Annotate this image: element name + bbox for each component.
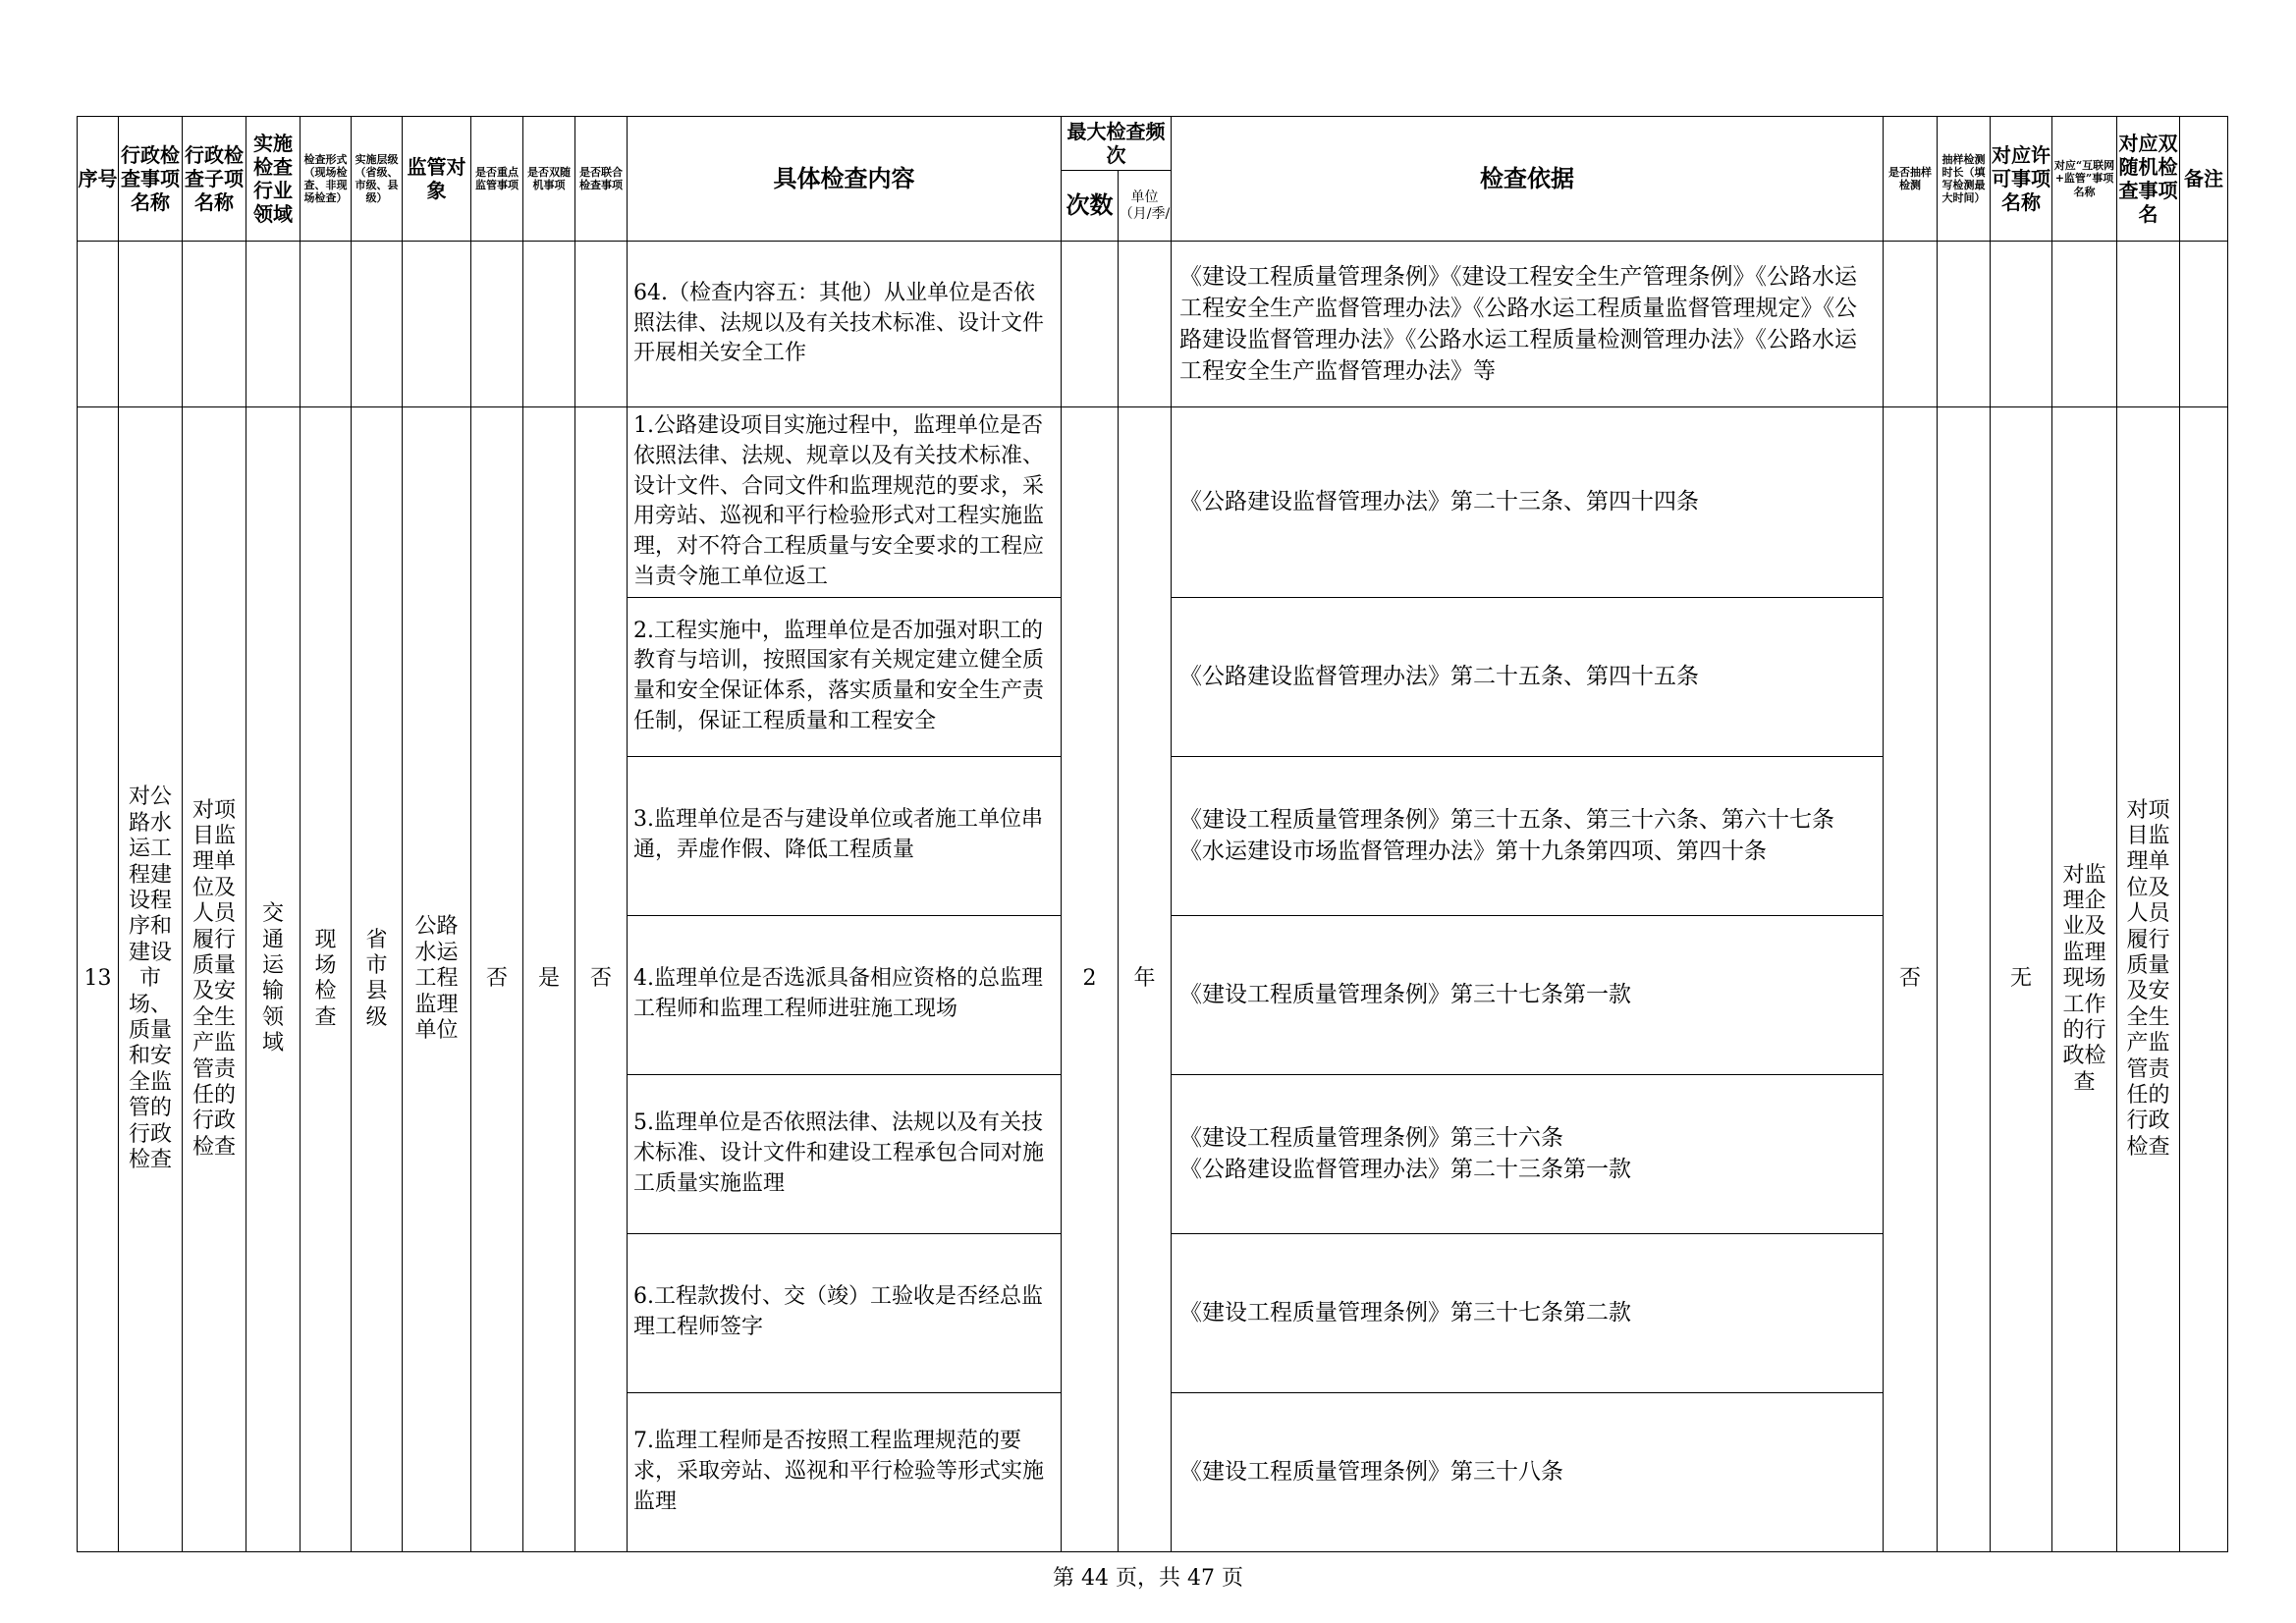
row-seq: 13: [78, 407, 119, 1552]
basis-5: 《建设工程质量管理条例》第三十六条 《公路建设监督管理办法》第二十三条第一款: [1172, 1074, 1884, 1233]
header-sampling-duration: 抽样检测时长（填写检测最大时间）: [1938, 117, 1991, 242]
row-form: 现场检查: [301, 407, 352, 1552]
row-internet: 对监理企业及监理现场工作的行政检查: [2052, 407, 2117, 1552]
content-2: 2.工程实施中，监理单位是否加强对职工的教育与培训，按照国家有关规定建立健全质量和安全保证体系，落实质量和安全生产责任制，保证工程质量和工程安全: [628, 597, 1062, 756]
row-sampling: 否: [1884, 407, 1938, 1552]
content-7: 7.监理工程师是否按照工程监理规范的要求，采取旁站、巡视和平行检验等形式实施监理: [628, 1392, 1062, 1551]
row-sampling-duration: [1938, 407, 1991, 1552]
header-seq: 序号: [78, 117, 119, 242]
header-form: 检查形式（现场检查、非现场检查）: [301, 117, 352, 242]
basis-4: 《建设工程质量管理条例》第三十七条第一款: [1172, 915, 1884, 1074]
header-random-item: 对应双随机检查事项名: [2117, 117, 2180, 242]
header-basis: 检查依据: [1172, 117, 1884, 242]
prev-content: 64.（检查内容五：其他）从业单位是否依照法律、法规以及有关技术标准、设计文件开展相关安全工作: [628, 242, 1062, 407]
basis-2: 《公路建设监督管理办法》第二十五条、第四十五条: [1172, 597, 1884, 756]
header-level: 实施层级（省级、市级、县级）: [352, 117, 403, 242]
content-1: 1.公路建设项目实施过程中，监理单位是否依照法律、法规、规章以及有关技术标准、设计文件、合同文件和监理规范的要求，采用旁站、巡视和平行检验形式对工程实施监理，对不符合工程质量与安全要求的工程应当责令施工单位返工: [628, 407, 1062, 598]
content-4: 4.监理单位是否选派具备相应资格的总监理工程师和监理工程师进驻施工现场: [628, 915, 1062, 1074]
header-permit: 对应许可事项名称: [1991, 117, 2052, 242]
header-sampling: 是否抽样检测: [1884, 117, 1938, 242]
row-times: 2: [1062, 407, 1119, 1552]
header-double-random: 是否双随机事项: [523, 117, 575, 242]
row-permit: 无: [1991, 407, 2052, 1552]
header-industry: 实施检查行业领域: [246, 117, 301, 242]
table-row-prev: [78, 242, 2228, 407]
content-6: 6.工程款拨付、交（竣）工验收是否经总监理工程师签字: [628, 1233, 1062, 1392]
header-item-name: 行政检查事项名称: [119, 117, 183, 242]
row-remark: [2180, 407, 2228, 1552]
basis-1: 《公路建设监督管理办法》第二十三条、第四十四条: [1172, 407, 1884, 598]
page-number: 第 44 页，共 47 页: [1053, 1566, 1243, 1591]
basis-6: 《建设工程质量管理条例》第三十七条第二款: [1172, 1233, 1884, 1392]
prev-basis: 《建设工程质量管理条例》《建设工程安全生产管理条例》《公路水运工程安全生产监督管理办法》《公路水运工程质量监督管理规定》《公路建设监督管理办法》《公路水运工程质量检测管理办法》《公路水运工程安全生产监督管理办法》等: [1172, 242, 1884, 407]
header-times: 次数: [1062, 171, 1119, 242]
header-max-freq: 最大检查频次: [1062, 117, 1172, 171]
basis-3: 《建设工程质量管理条例》第三十五条、第三十六条、第六十七条 《水运建设市场监督管理办法》第十九条第四项、第四十条: [1172, 756, 1884, 915]
row-target: 公路水运工程监理单位: [403, 407, 471, 1552]
header-internet: 对应“互联网+监管”事项名称: [2052, 117, 2117, 242]
content-5: 5.监理单位是否依照法律、法规以及有关技术标准、设计文件和建设工程承包合同对施工质量实施监理: [628, 1074, 1062, 1233]
header-joint-check: 是否联合检查事项: [575, 117, 628, 242]
basis-7: 《建设工程质量管理条例》第三十八条: [1172, 1392, 1884, 1551]
row-sub-item-name: 对项目监理单位及人员履行质量及安全生产监管责任的行政检查: [183, 407, 246, 1552]
header-target: 监管对象: [403, 117, 471, 242]
row-joint-check: 否: [575, 407, 628, 1552]
table-row: [78, 407, 2228, 598]
header-content: 具体检查内容: [628, 117, 1062, 242]
content-3: 3.监理单位是否与建设单位或者施工单位串通，弄虚作假、降低工程质量: [628, 756, 1062, 915]
row-unit: 年: [1119, 407, 1172, 1552]
inspection-table: [77, 116, 2228, 1552]
row-key-supervision: 否: [471, 407, 523, 1552]
row-random-item: 对项目监理单位及人员履行质量及安全生产监管责任的行政检查: [2117, 407, 2180, 1552]
header-remark: 备注: [2180, 117, 2228, 242]
row-industry: 交通运输领域: [246, 407, 301, 1552]
header-key-supervision: 是否重点监管事项: [471, 117, 523, 242]
header-unit: 单位（月/季/: [1119, 171, 1172, 242]
row-level: 省市县级: [352, 407, 403, 1552]
row-double-random: 是: [523, 407, 575, 1552]
row-item-name: 对公路水运工程建设程序和建设市场、质量和安全监管的行政检查: [119, 407, 183, 1552]
header-sub-item-name: 行政检查子项名称: [183, 117, 246, 242]
